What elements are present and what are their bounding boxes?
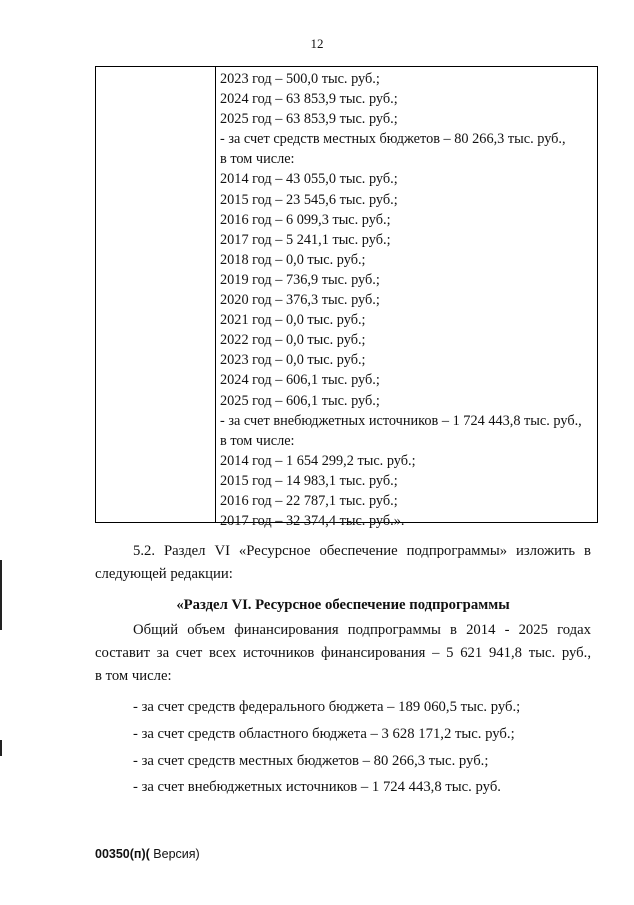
section-heading: «Раздел VI. Ресурсное обеспечение подпрограммы bbox=[176, 597, 510, 613]
table-line: 2018 год – 0,0 тыс. руб.; bbox=[220, 251, 366, 268]
table-column-divider bbox=[215, 67, 216, 522]
document-footer bbox=[95, 847, 200, 861]
bullet-federal: - за счет средств федерального бюджета – 189 060,5 тыс. руб.; bbox=[133, 699, 521, 715]
scan-margin-mark bbox=[0, 740, 2, 756]
page-number: 12 bbox=[310, 36, 324, 51]
table-line: 2016 год – 22 787,1 тыс. руб.; bbox=[220, 492, 398, 509]
total-line-3: в том числе: bbox=[95, 668, 172, 684]
table-line: 2025 год – 63 853,9 тыс. руб.; bbox=[220, 111, 398, 128]
table-line: 2023 год – 0,0 тыс. руб.; bbox=[220, 352, 366, 369]
table-line: 2016 год – 6 099,3 тыс. руб.; bbox=[220, 211, 391, 228]
table-line: 2025 год – 606,1 тыс. руб.; bbox=[220, 392, 380, 409]
table-line: 2015 год – 23 545,6 тыс. руб.; bbox=[220, 191, 398, 208]
amendment-paragraph bbox=[95, 540, 591, 586]
table-line: 2022 год – 0,0 тыс. руб.; bbox=[220, 332, 366, 349]
table-line: 2024 год – 606,1 тыс. руб.; bbox=[220, 372, 380, 389]
document-version: Версия) bbox=[149, 847, 200, 861]
table-line: в том числе: bbox=[220, 432, 295, 449]
funding-table bbox=[95, 66, 598, 530]
amendment-line-2: следующей редакции: bbox=[95, 566, 233, 582]
table-line: - за счет внебюджетных источников – 1 724 443,8 тыс. руб., bbox=[220, 412, 582, 429]
total-funding-paragraph bbox=[95, 619, 591, 688]
table-right-cell bbox=[220, 69, 593, 531]
amendment-line-1: 5.2. Раздел VI «Ресурсное обеспечение подпрограммы» изложить в bbox=[133, 543, 591, 559]
bullet-regional: - за счет средств областного бюджета – 3 628 171,2 тыс. руб.; bbox=[133, 726, 515, 742]
table-line: 2017 год – 32 374,4 тыс. руб.». bbox=[220, 513, 405, 530]
table-line: 2014 год – 43 055,0 тыс. руб.; bbox=[220, 171, 398, 188]
bullet-extrabudgetary: - за счет внебюджетных источников – 1 724 443,8 тыс. руб. bbox=[133, 779, 501, 795]
total-line-2: составит за счет всех источников финансирования – 5 621 941,8 тыс. руб., bbox=[95, 645, 591, 661]
table-line: 2017 год – 5 241,1 тыс. руб.; bbox=[220, 231, 391, 248]
table-line: 2023 год – 500,0 тыс. руб.; bbox=[220, 71, 380, 87]
bullet-local: - за счет средств местных бюджетов – 80 266,3 тыс. руб.; bbox=[133, 753, 489, 769]
table-line: - за счет средств местных бюджетов – 80 266,3 тыс. руб., bbox=[220, 131, 566, 148]
table-line: 2024 год – 63 853,9 тыс. руб.; bbox=[220, 91, 398, 108]
table-line: 2015 год – 14 983,1 тыс. руб.; bbox=[220, 472, 398, 489]
table-line: в том числе: bbox=[220, 151, 295, 168]
total-line-1: Общий объем финансирования подпрограммы в 2014 - 2025 годах bbox=[133, 622, 591, 638]
document-code: 00350(п)( bbox=[95, 847, 150, 861]
table-line: 2014 год – 1 654 299,2 тыс. руб.; bbox=[220, 452, 416, 469]
scan-margin-mark bbox=[0, 560, 2, 630]
table-line: 2020 год – 376,3 тыс. руб.; bbox=[220, 292, 380, 309]
table-line: 2019 год – 736,9 тыс. руб.; bbox=[220, 271, 380, 288]
table-line: 2021 год – 0,0 тыс. руб.; bbox=[220, 312, 366, 329]
